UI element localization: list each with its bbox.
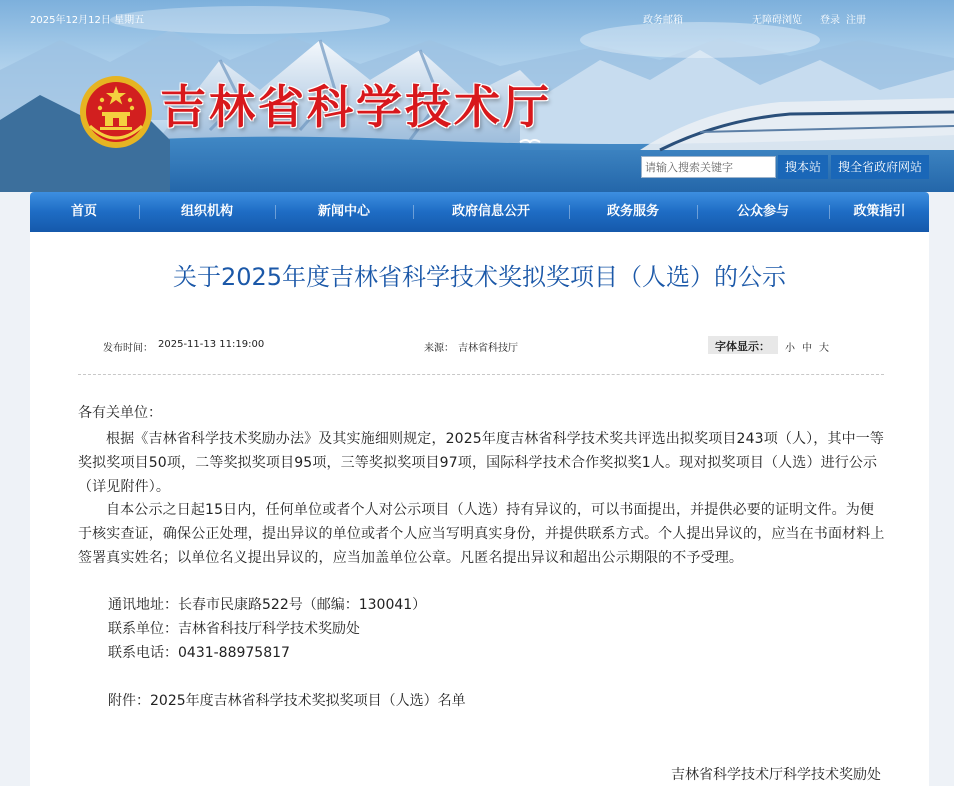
site-title: 吉林省科学技术厅 [160, 80, 552, 134]
contact-phone: 联系电话：0431-88975817 [108, 645, 290, 661]
paragraph-1: 根据《吉林省科学技术奖励办法》及其实施细则规定，2025年度吉林省科学技术奖共评选出拟奖项目243项（人），其中一等奖拟奖项目50项，二等奖拟奖项目95项，三等奖拟奖项目97项，国际科学技术合作奖拟奖1人。现对拟奖项目（人选）进行公示（详见附件）。 [78, 431, 885, 495]
greeting: 各有关单位： [78, 405, 162, 421]
nav-item-public-participation[interactable]: 公众参与 [736, 204, 789, 219]
source-value: 吉林省科技厅 [458, 343, 518, 354]
font-size-label: 字体显示： [715, 340, 770, 353]
publish-time-label: 发布时间： [103, 343, 153, 354]
main-nav [30, 192, 929, 232]
attachment-link[interactable]: 附件：2025年度吉林省科学技术奖拟奖项目（人选）名单 [108, 693, 466, 709]
nav-item-services[interactable]: 政务服务 [606, 204, 659, 219]
font-size-small-button[interactable]: 小 [785, 343, 795, 354]
contact-unit: 联系单位：吉林省科技厅科学技术奖励处 [108, 621, 360, 637]
meta-divider [78, 374, 884, 375]
nav-item-gov-info[interactable]: 政府信息公开 [451, 204, 530, 219]
signature: 吉林省科学技术厅科学技术奖励处 [671, 767, 881, 783]
paragraph-2: 自本公示之日起15日内，任何单位或者个人对公示项目（人选）持有异议的，可以书面提出，并提供必要的证明文件。为便于核实查证，确保公正处理，提出异议的单位或者个人应当写明真实身份，并提供联系方式。个人提出异议的，应当在书面材料上签署真实姓名；以单位名义提出异议的，应当加盖单位公章。凡匿名提出异议和超出公示期限的不予受理。 [78, 502, 885, 566]
login-link[interactable]: 登录 [820, 15, 840, 26]
source-label: 来源： [424, 343, 454, 354]
nav-item-policy-guide[interactable]: 政策指引 [853, 204, 906, 219]
nav-item-home[interactable]: 首页 [70, 204, 97, 219]
publish-time: 2025-11-13 11:19:00 [158, 339, 265, 350]
nav-item-news[interactable]: 新闻中心 [317, 204, 370, 219]
article-title: 关于2025年度吉林省科学技术奖拟奖项目（人选）的公示 [172, 263, 787, 291]
header-banner [0, 0, 954, 192]
font-size-medium-button[interactable]: 中 [802, 343, 812, 354]
contact-address: 通讯地址：长春市民康路522号（邮编：130041） [108, 597, 427, 613]
search-all-gov-button[interactable]: 搜全省政府网站 [831, 155, 929, 179]
font-size-large-button[interactable]: 大 [819, 343, 829, 354]
article-container [30, 232, 929, 786]
register-link[interactable]: 注册 [846, 15, 866, 26]
top-bar [0, 0, 954, 30]
national-emblem-icon [76, 72, 156, 152]
current-date: 2025年12月12日 星期五 [30, 15, 145, 26]
gov-mail-link[interactable]: 政务邮箱 [643, 15, 683, 26]
nav-item-organization[interactable]: 组织机构 [180, 204, 233, 219]
accessibility-link[interactable]: 无障碍浏览 [752, 15, 802, 26]
search-site-button[interactable]: 搜本站 [778, 155, 828, 179]
search-input[interactable] [641, 156, 776, 178]
